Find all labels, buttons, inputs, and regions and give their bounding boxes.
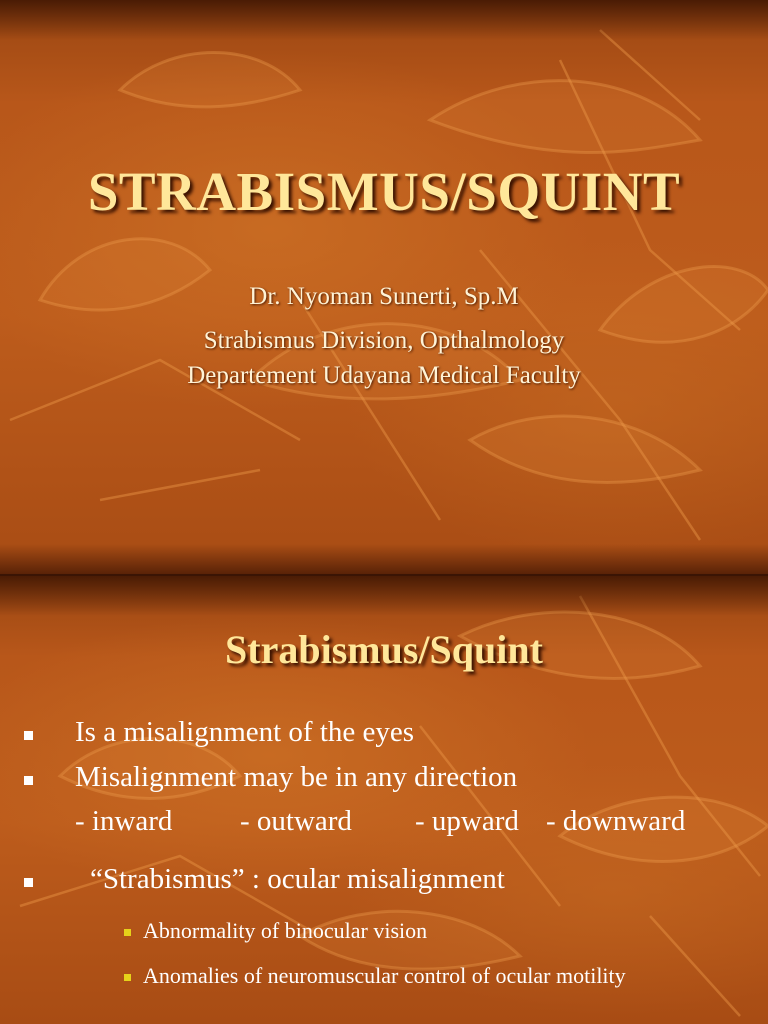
- slide-title: Strabismus/Squint: [225, 627, 543, 672]
- bottom-shadow: [0, 544, 768, 574]
- bullet-square-icon: [24, 731, 33, 740]
- slide-title: STRABISMUS/SQUINT: [87, 161, 681, 222]
- author-line: Dr. Nyoman Sunerti, Sp.M: [249, 283, 519, 310]
- bullet-square-icon: [24, 878, 33, 887]
- top-shadow: [0, 0, 768, 40]
- top-shadow: [0, 576, 768, 616]
- content-slide: Strabismus/Squint Is a misalignment of the eyes Misalignment may be in any direction - inward - outward - upward - downward “Strabismus” : ocular misalignment Abnormality of binocular vision Anomalies of neuromuscular control of ocular motility: [0, 576, 768, 1024]
- direction-downward: - downward: [546, 805, 686, 837]
- direction-inward: - inward: [75, 805, 173, 837]
- bullet-square-icon: [24, 776, 33, 785]
- sub-bullet-square-icon: [124, 974, 131, 981]
- direction-outward: - outward: [240, 805, 352, 837]
- department-line: Departement Udayana Medical Faculty: [187, 362, 581, 389]
- sub-bullet-square-icon: [124, 929, 131, 936]
- division-line: Strabismus Division, Opthalmology: [203, 327, 565, 354]
- direction-upward: - upward: [415, 805, 519, 837]
